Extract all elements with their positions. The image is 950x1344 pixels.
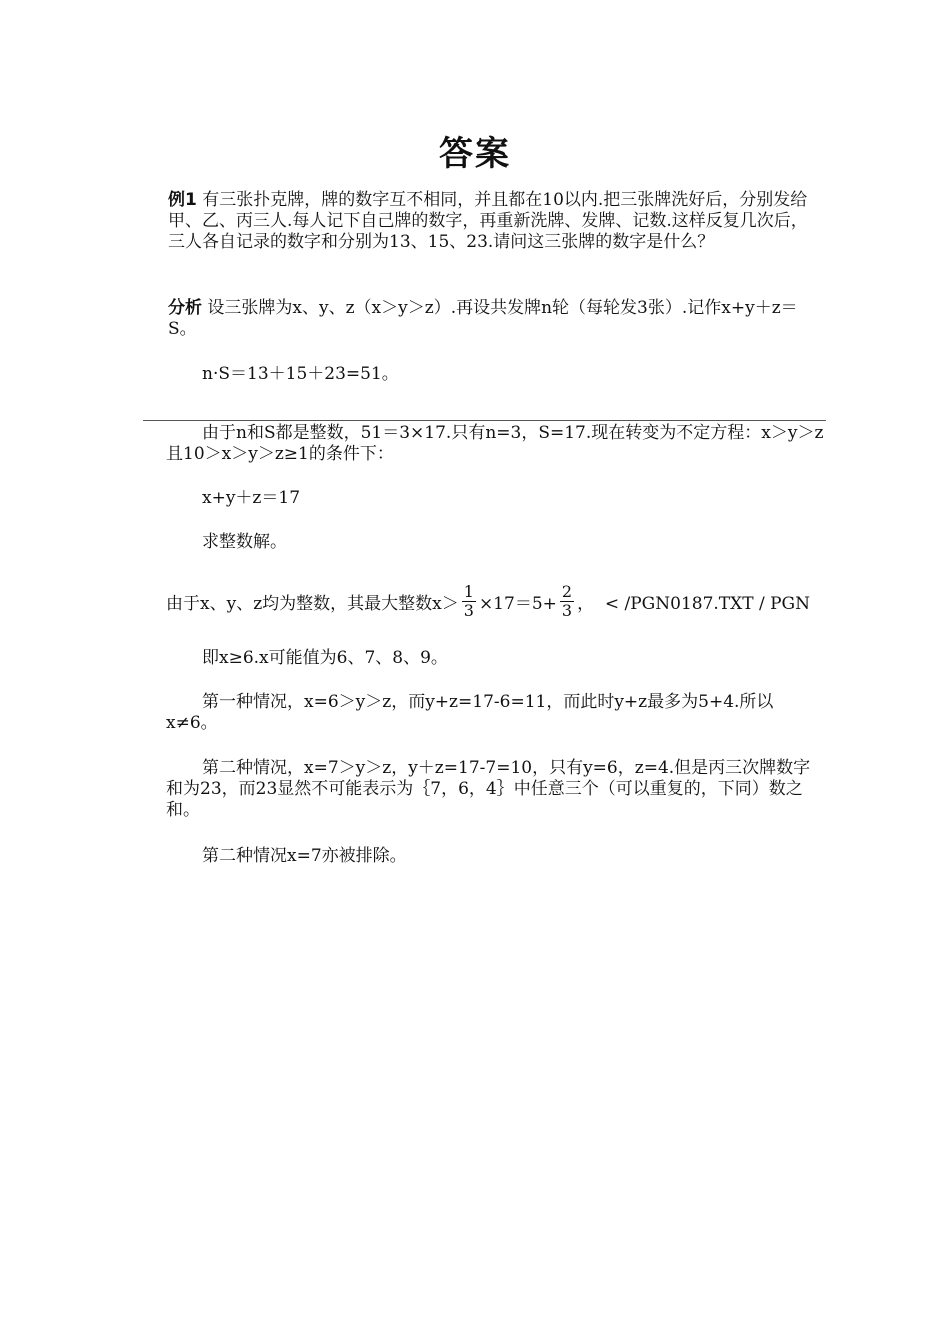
paragraph-integer-condition: 由于n和S都是整数，51＝3×17.只有n=3，S=17.现在转变为不定方程：x＞y＞z且10＞x＞y＞z≥1的条件下： (166, 423, 824, 464)
analysis-label: 分析 (168, 298, 202, 318)
example-text: 有三张扑克牌，牌的数字互不相同，并且都在10以内.把三张牌洗好后，分别发给甲、乙、丙三人.每人记下自己牌的数字，再重新洗牌、发牌、记数.这样反复几次后，三人各自记录的数字和分别为13、15、23.请问这三张牌的数字是什么？ (168, 190, 808, 252)
fraction-two-thirds (560, 583, 574, 620)
math-middle: ×17＝5+ (478, 593, 557, 614)
paragraph-case-conclusion: 第二种情况x=7亦被排除。 (202, 846, 407, 866)
paragraph-case-two: 第二种情况，x=7＞y＞z，y＋z=17-7=10，只有y=6，z=4.但是丙三次牌数字和为23，而23显然不可能表示为｛7，6，4｝中任意三个（可以重复的，下同）数之和。 (166, 758, 811, 820)
fraction-one-third (462, 583, 476, 620)
math-prefix: 由于x、y、z均为整数，其最大整数x＞ (166, 593, 459, 614)
page-title: 答案 (439, 134, 511, 174)
fraction-denominator: 3 (463, 600, 474, 620)
fraction-denominator: 3 (561, 600, 573, 620)
equation-sum: x+y＋z＝17 (202, 488, 301, 508)
math-suffix: ， < /PGN0187.TXT / PGN (577, 593, 811, 614)
max-integer-line (166, 578, 846, 624)
example-label: 例1 (168, 190, 197, 210)
fraction-numerator: 1 (463, 581, 474, 601)
analysis-text: 设三张牌为x、y、z（x＞y＞z）.再设共发牌n轮（每轮发3张）.记作x+y＋z＝S。 (168, 298, 798, 339)
equation-n-s: n·S＝13＋15＋23=51。 (202, 364, 399, 384)
horizontal-rule (143, 420, 826, 421)
example-paragraph (168, 190, 818, 253)
analysis-paragraph (168, 298, 818, 340)
paragraph-case-one: 第一种情况，x=6＞y＞z，而y+z=17-6=11，而此时y+z最多为5+4.所以x≠6。 (166, 692, 774, 733)
paragraph-x-values: 即x≥6.x可能值为6、7、8、9。 (202, 648, 448, 668)
paragraph-integer-solution: 求整数解。 (202, 532, 287, 552)
fraction-numerator: 2 (561, 581, 573, 601)
